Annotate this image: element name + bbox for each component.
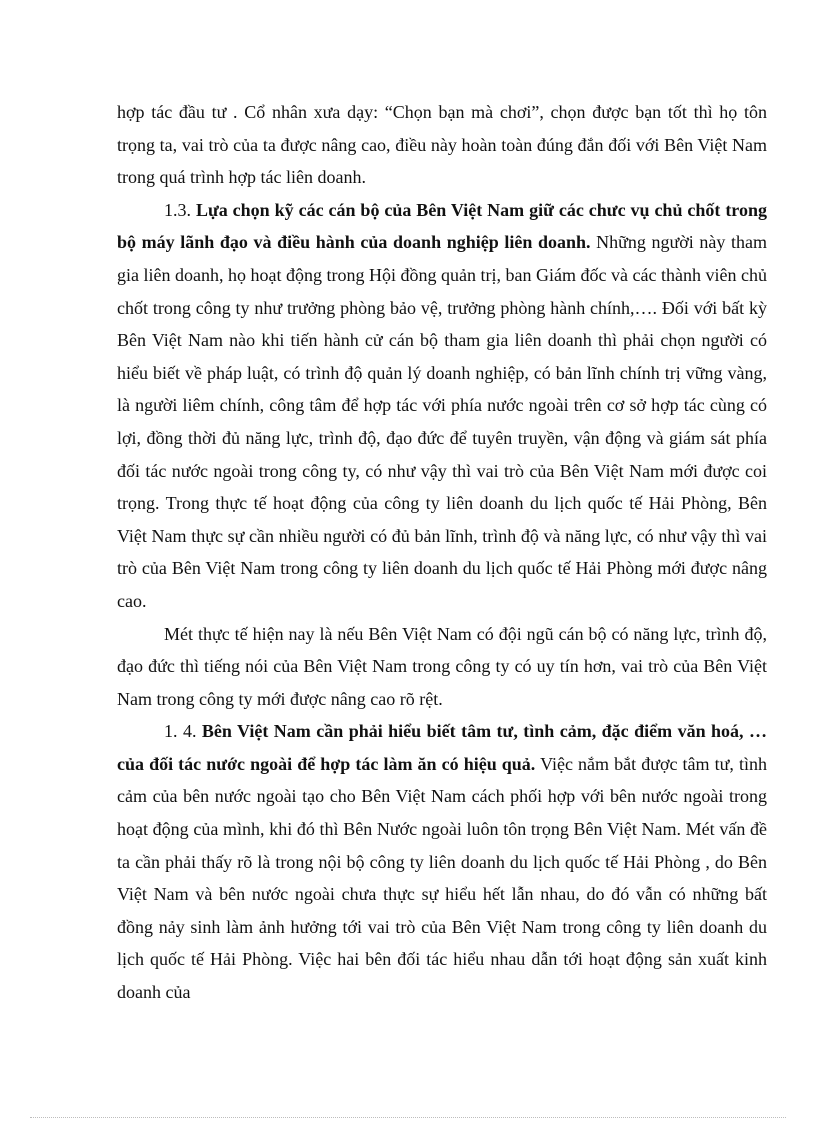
paragraph-reality (117, 618, 767, 716)
paragraph-text: hợp tác đầu tư . Cổ nhân xưa dạy: “Chọn bạn mà chơi”, chọn được bạn tốt thì họ tôn trọng ta, vai trò của ta được nâng cao, điều này hoàn toàn đúng đắn đối với Bên Việt Nam trong quá trình hợp tác liên doanh. (117, 102, 767, 188)
section-heading: Bên Việt Nam cần phải hiểu biết tâm tư, tình cảm, đặc điểm văn hoá, … của đối tác nước ngoài để hợp tác làm ăn có hiệu quả. (117, 721, 767, 774)
paragraph-section-1-3 (117, 194, 767, 618)
section-number: 1.3. (164, 199, 196, 220)
paragraph-intro (117, 96, 767, 194)
paragraph-section-1-4 (117, 715, 767, 1008)
paragraph-text: Mét thực tế hiện nay là nếu Bên Việt Nam có đội ngũ cán bộ có năng lực, trình độ, đạo đức thì tiếng nói của Bên Việt Nam trong công ty có uy tín hơn, vai trò của Bên Việt Nam trong công ty mới được nâng cao rõ rệt. (117, 623, 767, 709)
section-heading: Lựa chọn kỹ các cán bộ của Bên Việt Nam giữ các chưc vụ chủ chốt trong bộ máy lãnh đạo và điều hành của doanh nghiệp liên doanh. (117, 199, 767, 253)
document-body (117, 96, 767, 1009)
section-number: 1. 4. (164, 721, 202, 742)
page-bottom-divider (30, 1117, 786, 1118)
paragraph-text: Những người này tham gia liên doanh, họ hoạt động trong Hội đồng quản trị, ban Giám đốc và các thành viên chủ chốt trong công ty như trưởng phòng bảo vệ, trưởng phòng hành chính,…. Đối với bất kỳ Bên Việt Nam nào khi tiến hành cử cán bộ tham gia liên doanh thì phải chọn người có hiểu biết về pháp luật, có trình độ quản lý doanh nghiệp, có bản lĩnh chính trị vững vàng, là người liêm chính, công tâm để hợp tác với phía nước ngoài trên cơ sở hợp tác cùng có lợi, đồng thời đủ năng lực, trình độ, đạo đức để tuyên truyền, vận động và giám sát phía đối tác nước ngoài trong công ty, có như vậy thì vai trò của Bên Việt Nam mới được coi trọng. Trong thực tế hoạt động của công ty liên doanh du lịch quốc tế Hải Phòng, Bên Việt Nam thực sự cần nhiều người có đủ bản lĩnh, trình độ và năng lực, có như vậy thì vai trò của Bên Việt Nam trong công ty liên doanh du lịch quốc tế Hải Phòng mới được nâng cao. (117, 232, 767, 611)
paragraph-text: Việc nắm bắt được tâm tư, tình cảm của bên nước ngoài tạo cho Bên Việt Nam cách phối hợp với bên nước ngoài trong hoạt động của mình, khi đó thì Bên Nước ngoài luôn tôn trọng Bên Việt Nam. Mét vấn đề ta cần phải thấy rõ là trong nội bộ công ty liên doanh du lịch quốc tế Hải Phòng , do Bên Việt Nam và bên nước ngoài chưa thực sự hiểu hết lẫn nhau, do đó vẫn có những bất đồng nảy sinh làm ảnh hưởng tới vai trò của Bên Việt Nam trong công ty liên doanh du lịch quốc tế Hải Phòng. Việc hai bên đối tác hiểu nhau dẫn tới hoạt động sản xuất kinh doanh của (117, 753, 767, 1003)
